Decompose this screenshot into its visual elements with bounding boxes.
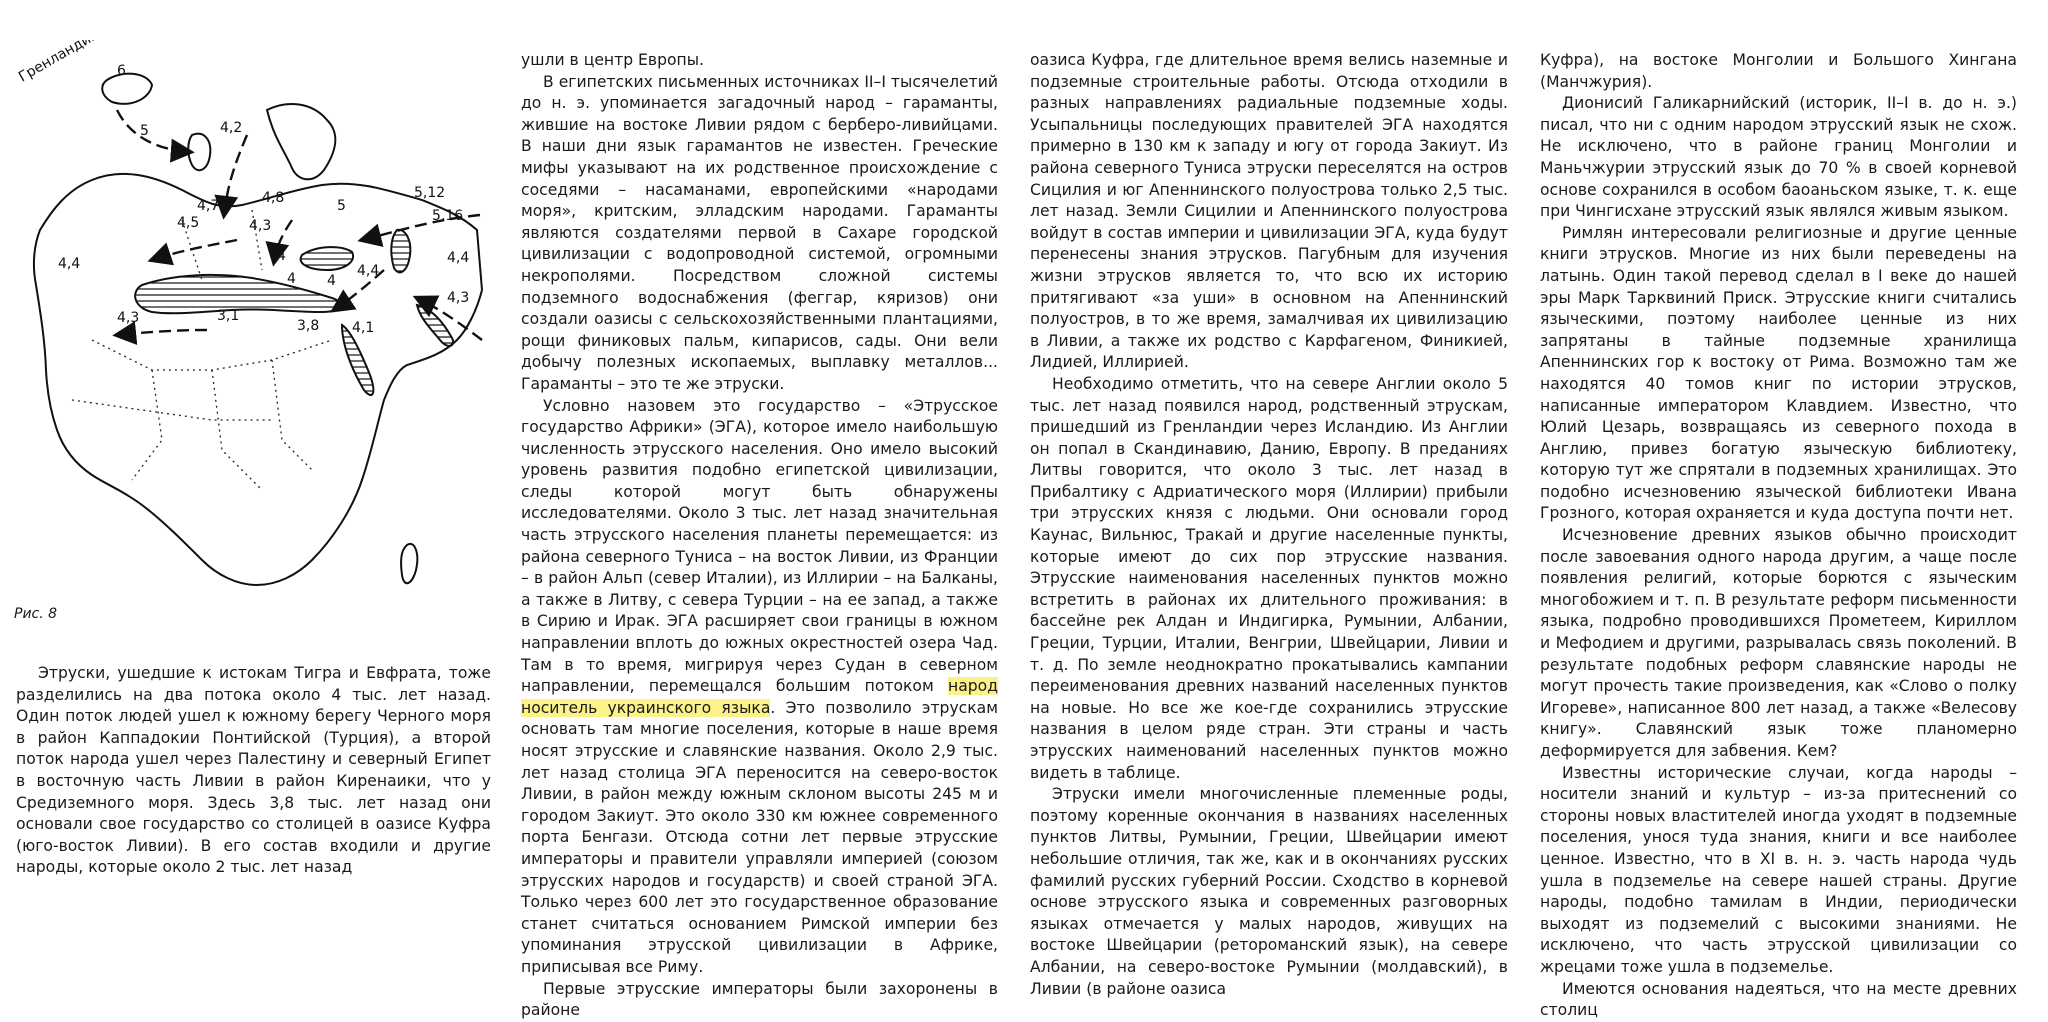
text-column-3 <box>1030 50 1508 1000</box>
greenland-outline <box>102 74 152 104</box>
paragraph: Этруски имели многочисленные племенные роды, поэтому коренные окончания в названиях населенных пунктов Литвы, Румынии, Греции, Швейцарии имеют небольшие отличия, так же, как и в окончаниях русских фамилий русских губерний России. Сходство в корневой основе этрусского языка и современных разговорных языках отмечается у малых народов, живущих на востоке Швейцарии (ретороманский язык), на севере Албании, на северо-востоке Румынии (молдавский), в Ливии (в районе оазиса <box>1030 785 1508 998</box>
figure-map <box>12 40 488 600</box>
paragraph-text: Условно назовем это государство – «Этрусское государство Африки» (ЭГА), которое имело наибольшую численность этрусского населения. Оно имело высокий уровень развития подобно египетской цивилизации, следы которой могут быть обнаружены исследователями. Около 3 тыс. лет назад значительная часть этрусского населения планеты перемещается: из района северного Туниса – на восток Ливии, из Франции – в район Альп (север Италии), из Иллирии – на Балканы, а также в Литву, с севера Турции – на ее запад, а также в Сирию и Ирак. ЭГА расширяет свои границы в южном направлении вплоть до южных окрестностей озера Чад. Там в то время, мигрируя через Судан в северном направлении, перемещался большим потоком <box>521 396 998 696</box>
map-label: 4,8 <box>262 190 285 206</box>
arrow-greenland-britain <box>117 110 190 152</box>
british-isles-outline <box>188 134 210 171</box>
paragraph: Этруски, ушедшие к истокам Тигра и Евфрата, тоже разделились на два потока около 4 тыс. лет назад. Один поток людей ушел к южному берегу Черного моря в район Каппадокии Понтийской (Турция), а второй поток народа ушел через Палестину и северный Египет в восточную часть Ливии в район Киренаики, что у Средиземного моря. Здесь 3,8 тыс. лет назад они основали свое государство со столицей в оазисе Куфра (юго-восток Ливии). В его состав входили и другие народы, которые около 2 тыс. лет назад <box>16 664 491 877</box>
border-lines <box>72 210 332 490</box>
paragraph: Дионисий Галикарнийский (историк, II–I в. до н. э.) писал, что ни с одним народом этрусский язык не схож. Не исключено, что в районе границ Монголии и Маньчжурии этрусский язык до 70 % в своей корневой основе сохранился в особом баоаньском языке, т. к. еще при Чингисхане этрусский язык являлся живым языком. <box>1540 94 2017 221</box>
madagascar <box>401 544 417 583</box>
map-label-greenland: Гренландия <box>16 40 102 86</box>
map-label: 6 <box>117 63 126 79</box>
map-label: 4,4 <box>357 263 380 279</box>
paragraph: Римлян интересовали религиозные и другие ценные книги этрусков. Многие из них были переведены на латынь. Один такой перевод сделал в I веке до нашей эры Марк Тарквиний Приск. Этрусские книги считались языческими, поэтому наиболее ценные из них запрятаны в тайные подземные хранилища Апеннинских гор к востоку от Рима. Возможно там же находятся 40 томов книг по истории этрусков, написанные императором Клавдием. Известно, что Юлий Цезарь, возвращаясь из северного похода в Англию, привез богатую языческую библиотеку, которую тут же спрятали в подземных хранилищах. Это подобно исчезновению языческой библиотеки Ивана Грозного, которая охраняется и куда доступа почти нет. <box>1540 223 2017 523</box>
paragraph: Известны исторические случаи, когда народы – носители знаний и культур – из-за притеснений со стороны новых властителей иногда уходят в подземные поселения, унося туда знания, книги и все наиболее ценное. Известно, что в XI в. н. э. часть народа чудь ушла в подземелье на севере нашей страны. Другие народы, подобно тамилам в Индии, периодически выходят из подземелий с высокими знаниями. Не исключено, что часть этрусской цивилизации со жрецами тоже ушла в подземелье. <box>1540 763 2017 976</box>
paragraph: Имеются основания надеяться, что на месте древних столиц <box>1540 979 2017 1020</box>
paragraph: Первые этрусские императоры были захоронены в районе <box>521 979 998 1020</box>
eurasia-africa-coastline <box>34 174 482 585</box>
map-label: 4,7 <box>197 198 220 214</box>
paragraph: оазиса Куфра, где длительное время велись наземные и подземные строительные работы. Отсюда отходили в разных направлениях радиальные подземные ходы. Усыпальницы последующих правителей ЭГА находятся примерно в 130 км к западу и югу от города Закиут. Из района северного Туниса этруски переселятся на остров Сицилия и юг Апеннинского полуострова только 2,5 тыс. лет назад. Земли Сицилии и Апеннинского полуострова войдут в состав империи и цивилизации ЭГА, куда будут перенесены знания этрусков. Пагубным для изучения жизни этрусков является то, что всю их историю притягивают «за уши» в основном на Апеннинский полуостров, в то же время, замалчивая их цивилизацию в Ливии, а также их родство с Карфагеном, Финикией, Лидией, Иллирией. <box>1030 51 1508 372</box>
figure-caption: Рис. 8 <box>14 606 58 622</box>
map-label: 4,3 <box>249 218 272 234</box>
text-column-4 <box>1540 50 2017 1022</box>
map-label: 5 <box>337 198 346 214</box>
map-label: 4 <box>287 271 296 287</box>
paragraph: Исчезновение древних языков обычно происходит после завоевания одного народа другим, а чаще после появления религий, которые борются с языческим многобожием и т. п. В результате реформ письменности языка, подробно проводившихся Прометеем, Кириллом и Мефодием и другими, разрывалась связь поколений. В результате подобных реформ славянские народы не могут прочесть такие произведения, как «Слово о полку Игореве», написанное 800 лет назад, а также «Велесову книгу». Славянский язык тоже планомерно деформируется для забвения. Кем? <box>1540 526 2017 760</box>
paragraph-text: . Это позволило этрускам основать там многие поселения, которые в наше время носят этрусские и славянские названия. Около 2,9 тыс. лет назад столица ЭГА переносится на северо-восток Ливии, в район между южным склоном высоты 245 м и городом Закиут. Это около 330 км южнее современного порта Бенгази. Отсюда сотни лет первые этрусские императоры и правители управляли империей (союзом этрусских народов и государств) и своей страной ЭГА. Только через 600 лет это государственное образование станет считаться основанием Римской империи без упоминания этрусской цивилизации в Африке, приписывая все Риму. <box>521 698 998 976</box>
paragraph: В египетских письменных источниках II–I тысячелетий до н. э. упоминается загадочный народ – гараманты, жившие на востоке Ливии рядом с берберо-ливийцами. В наши дни язык гарамантов не известен. Греческие мифы указывают на их родственное происхождение с соседями – насаманами, европейскими «народами моря», критским, элладским народами. Гараманты являются создателями первой в Сахаре городской цивилизации с водопроводной системой, огромными некрополями. Посредством сложной системы подземного водоснабжения (феггар, кяризов) они создали оазисы с сельскохозяйственными плантациями, рощи финиковых пальм, кипарисов, сады. Они вели добычу полезных ископаемых, выплавку металлов... Гараманты – это те же этруски. <box>521 72 998 393</box>
map-label: 4,4 <box>58 256 81 272</box>
map-label: 5 <box>140 123 149 139</box>
map-label: 4,5 <box>177 215 200 231</box>
map-label: 5,12 <box>414 185 446 201</box>
paragraph: ушли в центр Европы. <box>521 51 704 69</box>
arrow-scandinavia-south <box>224 135 247 215</box>
map-label: 3,8 <box>297 318 320 334</box>
text-column-1 <box>16 663 491 879</box>
text-column-2 <box>521 50 998 1022</box>
paragraph <box>521 396 998 979</box>
map-label: 4 <box>277 248 286 264</box>
map-label: 4,3 <box>117 310 140 326</box>
arrow-europe-west <box>152 240 237 260</box>
migration-map <box>12 40 488 600</box>
map-label: 4 <box>327 273 336 289</box>
map-label: 5,16 <box>432 208 464 224</box>
highlighted-text: народ носитель украинского языка <box>521 677 998 717</box>
persian-gulf <box>417 305 453 346</box>
arrow-west-africa <box>117 330 207 335</box>
map-label: 4,1 <box>352 320 375 336</box>
map-label: 4,4 <box>447 250 470 266</box>
map-label: 3,1 <box>217 308 240 324</box>
map-label: 4,3 <box>447 290 470 306</box>
paragraph: Куфра), на востоке Монголии и Большого Хингана (Манчжурия). <box>1540 51 2017 91</box>
caspian-sea <box>391 230 410 273</box>
map-label: 4,2 <box>220 120 243 136</box>
paragraph: Необходимо отметить, что на севере Англии около 5 тыс. лет назад появился народ, родственный этрускам, пришедший из Гренландии через Исландию. Из Англии он попал в Скандинавию, Данию, Европу. В преданиях Литвы говорится, что около 3 тыс. лет назад в Прибалтику с Адриатического моря (Иллирии) прибыли три этрусских князя с людьми. Они основали город Каунас, Вильнюс, Тракай и другие населенные пункты, которые имеют до сих пор этрусские названия. Этрусские наименования населенных пунктов можно встретить в районах их длительного проживания: в бассейне рек Алдан и Индигирка, Румынии, Албании, Греции, Турции, Италии, Венгрии, Швейцарии, Ливии и т. д. По земле неоднократно прокатывались кампании переименования древних названий населенных пунктов на новые. Но все же кое-где сохранились этрусские названия в целом ряде стран. Эти страны и часть этрусских наименований населенных пунктов можно видеть в таблице. <box>1030 374 1508 782</box>
black-sea <box>301 247 353 270</box>
scandinavia-outline <box>267 104 335 179</box>
